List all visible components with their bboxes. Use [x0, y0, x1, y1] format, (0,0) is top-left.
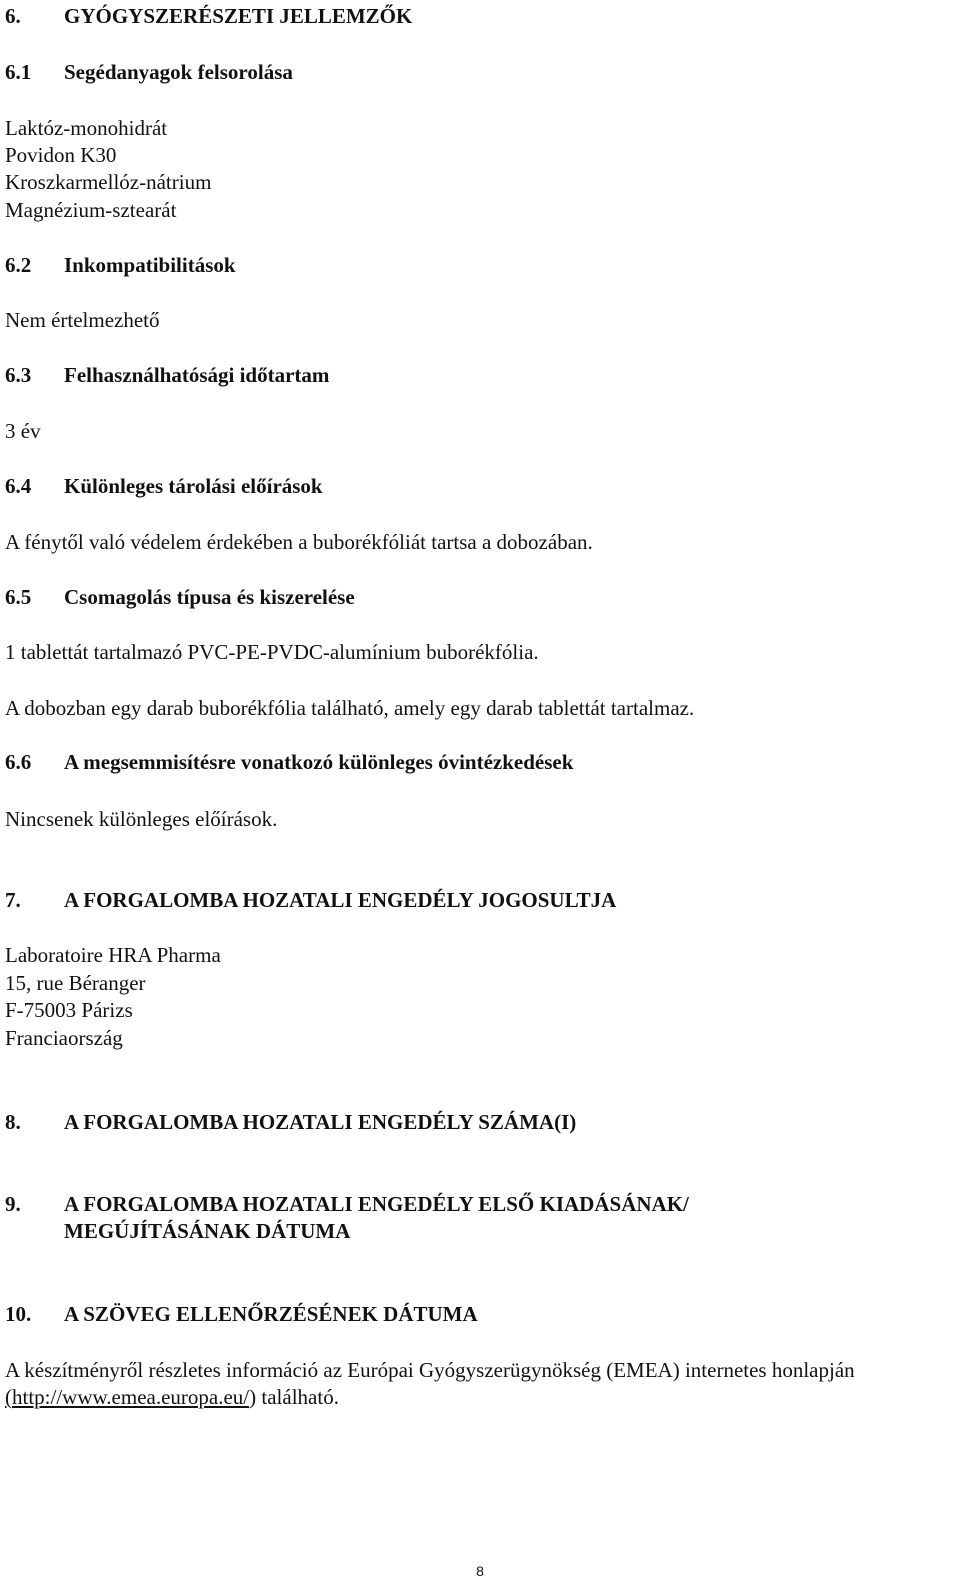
section-title: A FORGALOMBA HOZATALI ENGEDÉLY JOGOSULTJA: [64, 888, 617, 912]
section-6-4-heading: [5, 472, 323, 500]
link-open-paren: (: [5, 1385, 12, 1409]
section-text: A készítményről részletes információ az Európai Gyógyszerügynökség (EMEA) internetes honlapján: [5, 1358, 855, 1382]
excipient-item: Povidon K30: [5, 143, 117, 167]
section-6-heading: [5, 2, 412, 30]
section-number: 7.: [5, 888, 21, 912]
section-6-1-heading: [5, 58, 293, 86]
section-text: 3 év: [5, 419, 41, 443]
section-number: 6.3: [5, 363, 32, 387]
section-6-5-heading: [5, 583, 355, 611]
section-number: 6.4: [5, 474, 32, 498]
section-number: 10.: [5, 1302, 32, 1326]
section-text-tail: ) található.: [249, 1385, 339, 1409]
address-line: Laboratoire HRA Pharma: [5, 943, 221, 967]
section-8-heading: [5, 1108, 576, 1136]
section-title-line2: MEGÚJÍTÁSÁNAK DÁTUMA: [64, 1219, 351, 1243]
section-title: Különleges tárolási előírások: [64, 474, 323, 498]
section-title: Felhasználhatósági időtartam: [64, 363, 330, 387]
section-title: Csomagolás típusa és kiszerelése: [64, 585, 355, 609]
section-title: A SZÖVEG ELLENŐRZÉSÉNEK DÁTUMA: [64, 1302, 478, 1326]
excipient-item: Magnézium-sztearát: [5, 198, 177, 222]
emea-link[interactable]: http://www.emea.europa.eu/: [12, 1385, 250, 1409]
section-text: A fénytől való védelem érdekében a buborékfóliát tartsa a dobozában.: [5, 530, 593, 554]
section-number: 6.2: [5, 253, 32, 277]
section-number: 8.: [5, 1110, 21, 1134]
address-line: Franciaország: [5, 1026, 123, 1050]
section-title: A megsemmisítésre vonatkozó különleges óvintézkedések: [64, 750, 574, 774]
section-text: A dobozban egy darab buborékfólia található, amely egy darab tablettát tartalmaz.: [5, 696, 695, 720]
section-title: Inkompatibilitások: [64, 253, 236, 277]
section-10-heading: [5, 1300, 478, 1328]
section-number: 6.5: [5, 585, 32, 609]
section-title: GYÓGYSZERÉSZETI JELLEMZŐK: [64, 4, 413, 28]
excipient-item: Laktóz-monohidrát: [5, 116, 168, 140]
section-6-2-heading: [5, 251, 236, 279]
section-number: 9.: [5, 1192, 21, 1216]
excipient-item: Kroszkarmellóz-nátrium: [5, 170, 212, 194]
section-number: 6.6: [5, 750, 32, 774]
section-7-heading: [5, 886, 616, 914]
section-text: Nem értelmezhető: [5, 308, 160, 332]
section-9-heading: [5, 1190, 689, 1218]
section-title: A FORGALOMBA HOZATALI ENGEDÉLY SZÁMA(I): [64, 1110, 577, 1134]
section-title-line1: A FORGALOMBA HOZATALI ENGEDÉLY ELSŐ KIADÁSÁNAK/: [64, 1192, 689, 1216]
section-text-line2: [5, 1383, 339, 1411]
address-line: 15, rue Béranger: [5, 971, 146, 995]
page-number: 8: [476, 1563, 484, 1579]
section-text: 1 tablettát tartalmazó PVC-PE-PVDC-alumínium buborékfólia.: [5, 640, 539, 664]
section-6-6-heading: [5, 748, 573, 776]
section-6-3-heading: [5, 361, 329, 389]
address-line: F-75003 Párizs: [5, 998, 133, 1022]
section-number: 6.1: [5, 60, 32, 84]
section-number: 6.: [5, 4, 21, 28]
section-title: Segédanyagok felsorolása: [64, 60, 293, 84]
section-text: Nincsenek különleges előírások.: [5, 807, 278, 831]
